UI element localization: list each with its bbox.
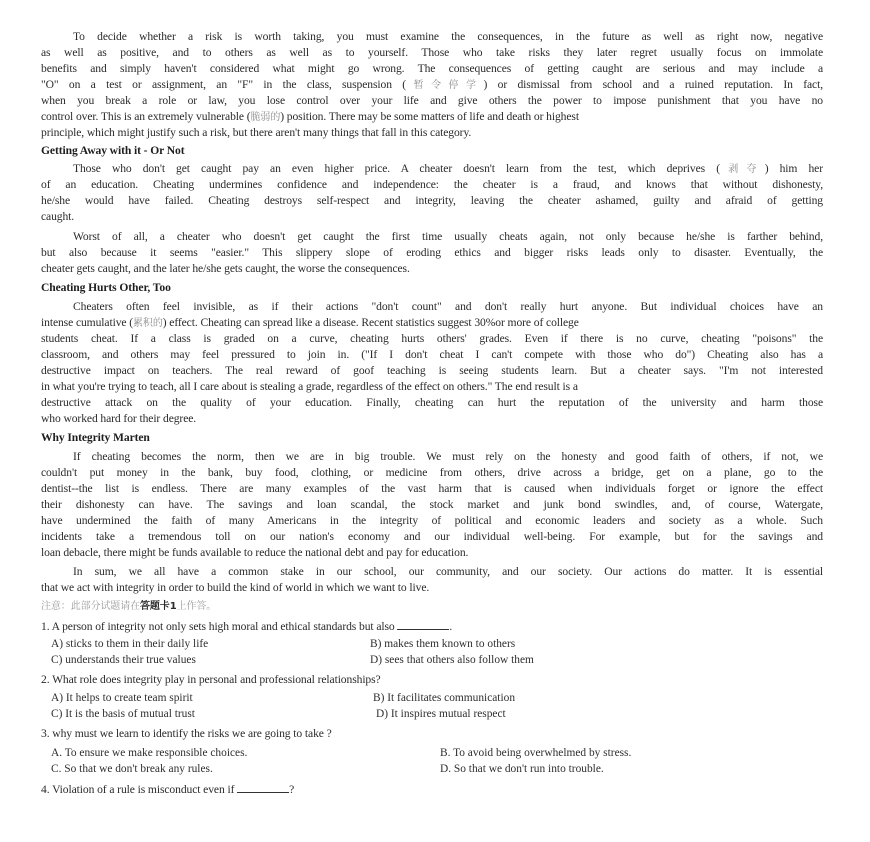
text-line <box>41 161 823 177</box>
chinese-gloss: 剥夺 <box>719 164 765 175</box>
option-c[interactable]: C) It is the basis of mutual trust <box>51 708 195 720</box>
option-b[interactable]: B) It facilitates communication <box>373 692 516 704</box>
question-stem: 2. What role does integrity play in personal and professional relationships? <box>41 673 381 686</box>
text-segment: ) effect. Cheating can spread like a disease. Recent statistics suggest 30%or more of college <box>162 316 579 329</box>
option-d[interactable]: D) sees that others also follow them <box>370 654 534 666</box>
option-b[interactable]: B) makes them known to others <box>370 638 516 650</box>
option-d[interactable]: D. So that we don't run into trouble. <box>440 763 604 775</box>
text-line: If cheating becomes the norm, then we are in big trouble. We must rely on the honesty and good faith of others, if not, we <box>73 450 823 463</box>
text-line: cheater gets caught, and the later he/she gets caught, the worse the consequences. <box>41 262 410 275</box>
text-segment: ) him her <box>764 162 823 175</box>
question-stem: 3. why must we learn to identify the risks we are going to take ? <box>41 727 332 740</box>
option-c[interactable]: C) understands their true values <box>51 654 196 666</box>
note-answer-sheet: 答题卡1 <box>140 601 177 612</box>
option-a[interactable]: A) It helps to create team spirit <box>51 692 193 704</box>
text-line: classroom, and others may feel pressured to join in. ("If I don't cheat I can't compete with those who do") Cheating also has a <box>41 348 823 361</box>
text-line <box>41 77 823 93</box>
option-a[interactable]: A) sticks to them in their daily life <box>51 638 209 650</box>
text-segment: intense cumulative ( <box>41 316 134 329</box>
text-line: principle, which might justify such a risk, but there aren't many things that fall in this category. <box>41 126 472 139</box>
option-b[interactable]: B. To avoid being overwhelmed by stress. <box>440 747 632 759</box>
note-prefix: 注意：此部分试题请在 <box>41 601 140 612</box>
text-segment: ) position. There may be some matters of life and death or highest <box>280 110 579 123</box>
text-line <box>41 315 823 331</box>
text-line: destructive impact on teachers. The real reward of goof teaching is seeing students learn. But a cheater says. "I'm not interested <box>41 364 823 377</box>
question-text: 1. A person of integrity not only sets high moral and ethical standards but also <box>41 620 395 633</box>
text-line <box>41 109 823 125</box>
text-line: destructive attack on the quality of your education. Finally, cheating can hurt the reputation of the university and harm those <box>41 396 823 409</box>
section-heading: Getting Away with it - Or Not <box>41 144 185 157</box>
text-line: when you break a role or law, you lose control over your life and give others the power to impose punishment that you have no <box>41 94 823 107</box>
option-c[interactable]: C. So that we don't break any rules. <box>51 763 213 775</box>
option-d[interactable]: D) It inspires mutual respect <box>376 708 506 720</box>
question-text: 4. Violation of a rule is misconduct even if <box>41 783 235 796</box>
text-line: in what you're trying to teach, all I care about is stealing a grade, regardless of the effect on others." The end result is a <box>41 380 578 393</box>
text-line: caught. <box>41 210 75 223</box>
text-line: as well as positive, and to others as well as to yourself. Those who take risks they later regret usually focus on immolate <box>41 46 823 59</box>
text-line: Cheaters often feel invisible, as if their actions "don't count" and don't really hurt anyone. But individual choices have an <box>73 300 823 313</box>
answer-blank <box>397 619 449 630</box>
text-line: students cheat. If a class is graded on a curve, cheating hurts others' grades. Even if there is no curve, cheating "poisons" the <box>41 332 823 345</box>
text-segment: control over. This is an extremely vulnerable ( <box>41 110 251 123</box>
text-segment: ) or dismissal from school and a ruined reputation. In fact, <box>483 78 823 91</box>
text-line: In sum, we all have a common stake in our school, our community, and our society. Our actions do matter. It is essential <box>73 565 823 578</box>
question-stem <box>41 782 823 797</box>
text-line: dentist--the list is endless. There are many examples of the vast harm that is caused when individuals forget or ignore the effect <box>41 482 823 495</box>
note-suffix: 上作答。 <box>176 601 217 612</box>
chinese-gloss: 暂令停学 <box>406 80 484 91</box>
text-line: who worked hard for their degree. <box>41 412 197 425</box>
question-suffix: ? <box>289 783 295 796</box>
text-line: incidents take a tremendous toll on our nation's economy and our individual well-being. For example, but for the savings and <box>41 530 823 543</box>
section-heading: Why Integrity Marten <box>41 431 150 444</box>
text-segment: Those who don't get caught pay an even higher price. A cheater doesn't learn from the test, which deprives ( <box>73 162 720 175</box>
question-stem <box>41 619 823 634</box>
text-line: benefits and simply haven't considered what might go wrong. The consequences of getting caught are serious and may include a <box>41 62 823 75</box>
text-line: their dishonesty can have. The savings and loan scandal, the stock market and junk bond swindles, and, of course, Watergate, <box>41 498 823 511</box>
section-heading: Cheating Hurts Other, Too <box>41 281 171 294</box>
option-a[interactable]: A. To ensure we make responsible choices. <box>51 747 248 759</box>
chinese-gloss: 累积的 <box>133 318 163 329</box>
question-suffix: . <box>449 620 453 633</box>
chinese-gloss: 脆弱的 <box>250 112 281 123</box>
text-line: of an education. Cheating undermines confidence and independence: the cheater is a fraud, and knows that without dishonesty, <box>41 178 823 191</box>
text-line: Worst of all, a cheater who doesn't get caught the first time usually cheats again, not only because he/she is farther behind, <box>73 230 823 243</box>
answer-sheet-note <box>41 599 823 614</box>
text-line: but also because it seems "easier." This slippery slope of eroding ethics and bigger risks leads only to disaster. Eventually, the <box>41 246 823 259</box>
text-line: that we act with integrity in order to build the kind of world in which we want to live. <box>41 581 430 594</box>
text-line: loan debacle, there might be funds available to reduce the national debt and pay for education. <box>41 546 469 559</box>
text-line: have undermined the faith of many Americans in the integrity of political and economic leaders and society as a whole. Such <box>41 514 823 527</box>
text-line: couldn't put money in the bank, buy food, clothing, or medicine from others, drive across a bridge, get on a plane, go to the <box>41 466 823 479</box>
text-segment: "O" on a test or assignment, an "F" in the class, suspension ( <box>41 78 407 91</box>
text-line: he/she would have failed. Cheating destroys self-respect and integrity, leaving the cheater ashamed, guilty and afraid of getting <box>41 194 823 207</box>
answer-blank <box>237 782 289 793</box>
text-line: To decide whether a risk is worth taking, you must examine the consequences, in the future as well as right now, negative <box>73 30 823 43</box>
